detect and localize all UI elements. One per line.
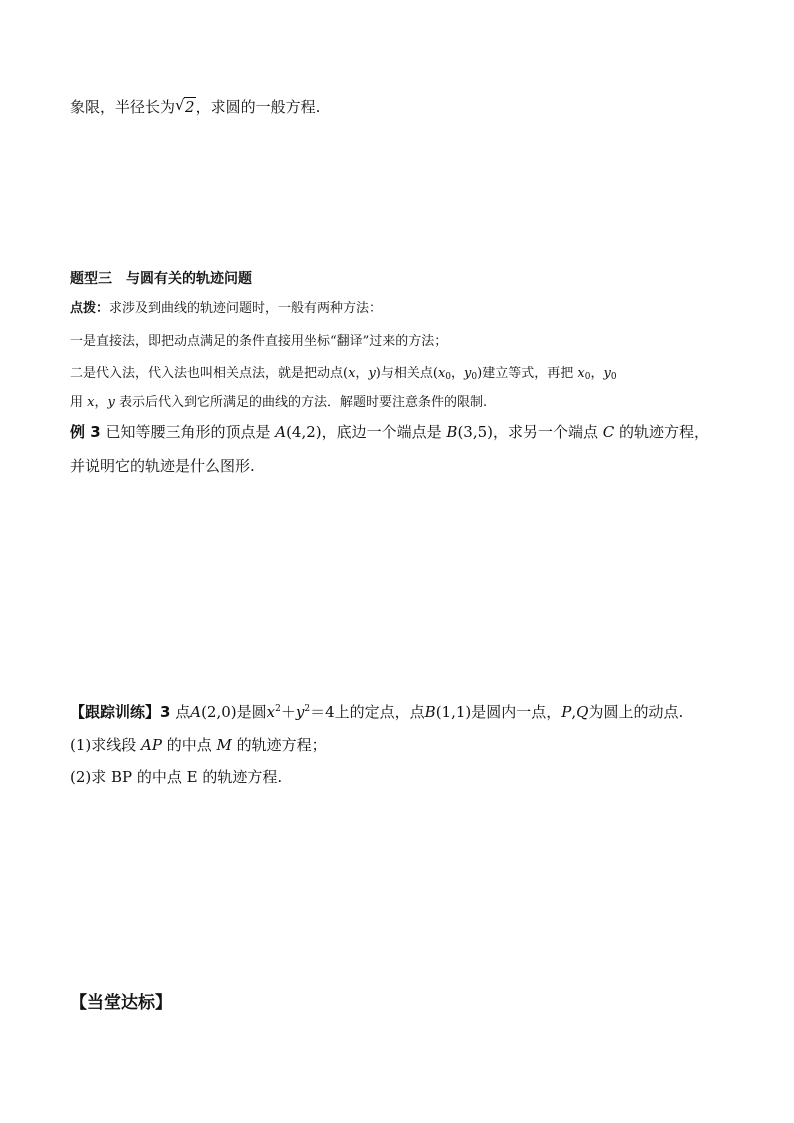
tip-line-3 — [70, 362, 617, 382]
superscript: 2 — [304, 704, 311, 714]
var-x: x — [266, 703, 276, 721]
text-segment: 象限，半径长为 — [70, 98, 176, 116]
text-segment: 用 — [70, 395, 88, 410]
text-segment: ，求另一个端点 — [493, 423, 603, 441]
text-segment: ， — [451, 366, 465, 381]
example-3-line-2: 并说明它的轨迹是什么图形. — [70, 457, 255, 475]
point-Q: Q — [576, 703, 589, 721]
var-y0: y — [603, 366, 611, 381]
coords: (2,0) — [201, 703, 237, 721]
var-x0: x — [577, 366, 585, 381]
text-segment: 是圆 — [236, 703, 267, 721]
point-C: C — [602, 423, 615, 441]
subscript: 0 — [610, 372, 617, 382]
text-segment: 为圆上的动点. — [588, 703, 684, 721]
text-segment: , — [571, 703, 577, 721]
point-B: B — [446, 423, 458, 441]
var-x: x — [348, 366, 356, 381]
sqrt-argument: 2 — [185, 98, 195, 116]
point-A: A — [275, 423, 287, 441]
var-x0: x — [437, 366, 446, 381]
equation-rhs: ＝4 — [310, 703, 335, 721]
example-label: 例 3 — [70, 423, 101, 441]
point-M: M — [216, 736, 232, 754]
var-y: y — [295, 703, 305, 721]
subscript: 0 — [584, 372, 591, 382]
section-heading-class-practice: 【当堂达标】 — [70, 993, 172, 1013]
coords: (3,5) — [457, 423, 493, 441]
var-y: y — [368, 366, 376, 381]
track-3-question-1 — [70, 734, 327, 755]
text-segment: 二是代入法，代入法也叫相关点法，就是把动点( — [70, 366, 349, 381]
text-segment: ， — [94, 395, 108, 410]
text-segment: )建立等式，再把 — [477, 366, 578, 381]
subscript: 0 — [471, 372, 478, 382]
example-3-line-1 — [70, 421, 709, 442]
text-segment: )与相关点( — [375, 366, 438, 381]
track-label: 【跟踪训练】3 — [70, 703, 171, 721]
track-3-question-2: (2)求 BP 的中点 E 的轨迹方程. — [70, 768, 283, 786]
coords: (1,1) — [435, 703, 472, 721]
var-y0: y — [464, 366, 472, 381]
text-segment: (1)求线段 — [70, 736, 142, 754]
coords: (4,2) — [286, 423, 322, 441]
track-3-line-1 — [70, 701, 683, 722]
text-segment: 是圆内一点， — [471, 703, 562, 721]
tip-line-1 — [70, 297, 382, 316]
tip-line-2: 一是直接法，即把动点满足的条件直接用坐标“翻译”过来的方法； — [70, 334, 448, 349]
text-segment: ，求圆的一般方程. — [195, 98, 321, 116]
point-P: P — [561, 703, 572, 721]
var-x: x — [87, 395, 95, 410]
text-segment: 点 — [170, 703, 191, 721]
text-segment: 的中点 — [161, 736, 217, 754]
subscript: 0 — [445, 372, 452, 382]
tip-line-4 — [70, 391, 487, 410]
text-segment: 已知等腰三角形的顶点是 — [100, 423, 276, 441]
superscript: 2 — [275, 704, 281, 714]
text-segment: 的轨迹方程， — [614, 423, 710, 441]
var-y: y — [107, 395, 115, 410]
text-segment: ， — [355, 366, 369, 381]
continuation-line — [70, 96, 320, 117]
sqrt-expression: √ 2 — [175, 96, 195, 116]
tip-label: 点拨： — [70, 301, 110, 316]
text-segment: 上的定点，点 — [334, 703, 425, 721]
segment-AP: AP — [141, 736, 162, 754]
text-segment: ， — [590, 366, 604, 381]
tip-text: 求涉及到曲线的轨迹问题时，一般有两种方法： — [109, 301, 383, 316]
text-segment: ，底边一个端点是 — [321, 423, 447, 441]
text-segment: 的轨迹方程； — [231, 736, 327, 754]
plus-sign: ＋ — [280, 703, 296, 721]
point-B: B — [424, 703, 436, 721]
point-A: A — [190, 703, 202, 721]
section-title: 题型三 与圆有关的轨迹问题 — [70, 271, 252, 287]
text-segment: 表示后代入到它所满足的曲线的方法．解题时要注意条件的限制. — [114, 395, 488, 410]
